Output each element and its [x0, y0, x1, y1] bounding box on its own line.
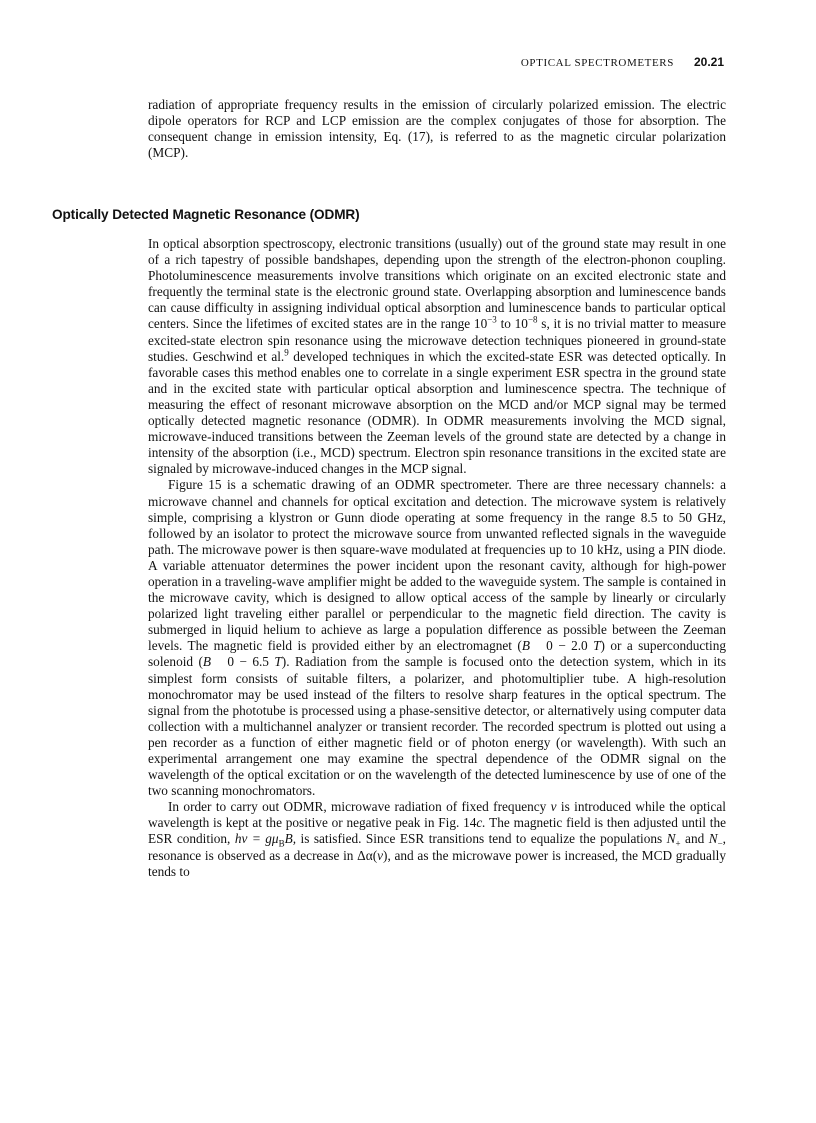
- section-heading: Optically Detected Magnetic Resonance (ODMR): [52, 207, 360, 222]
- paragraph-3: In order to carry out ODMR, microwave radiation of fixed frequency ν is introduced while the optical wavelength is kept at the positive or negative peak in Fig. 14c. The magnetic field is then adjusted until the ESR condition, $h\nu = g\mu_BB$, is satisfied. Since ESR transitions tend to equalize the populations $N_+$ and $N_-$, resonance is observed as a decrease in Δα(ν), and as the microwave power is increased, the MCD gradually tends to: [148, 799, 727, 879]
- esr-condition: hν = gμ: [234, 831, 279, 847]
- exponent: −3: [487, 315, 497, 326]
- section-body: [148, 236, 726, 880]
- running-title: OPTICAL SPECTROMETERS: [520, 57, 674, 69]
- paragraph-1: In optical absorption spectroscopy, electronic transitions (usually) out of the ground state may result in one of a rich tapestry of possible bandshapes, depending upon the strength of the electron-phonon coupling. Photoluminescence measurements involve transitions which originate on an excited electronic state and frequently the terminal state is the electronic ground state. Overlapping absorption and luminescence bands can cause difficulty in assigning individual optical absorption and luminescence bands to particular optical centers. Since the lifetimes of excited states are in the range $10^{-3}$ to $10^{-8}$ s, it is no trivial matter to measure excited-state electron spin resonance using the microwave detection techniques pioneered in ground-state studies. Geschwind et al.$^9$ developed techniques in which the excited-state ESR was detected optically. In favorable cases this method enables one to correlate in a single experiment ESR spectra in the ground state and in the excited state with particular optical absorption and luminescence spectra. The technique of measuring the effect of resonant microwave absorption on the MCD and/or MCP signal may be termed optically detected magnetic resonance (ODMR). In ODMR measurements involving the MCD signal, microwave-induced transitions between the Zeeman levels of the ground state are detected by a change in intensity of the absorption (i.e., MCD) spectrum. Electron spin resonance transitions in the excited state are signaled by microwave-induced changes in the MCP signal.: [148, 236, 726, 477]
- intro-text: radiation of appropriate frequency results in the emission of circularly polarized emission. The electric dipole operators for RCP and LCP emission are the complex conjugates of those for absorption. The consequent change in emission intensity, Eq. (17), is referred to as the magnetic circular polarization (MCP).: [148, 97, 726, 161]
- exponent: −8: [527, 315, 538, 326]
- paragraph-2: Figure 15 is a schematic drawing of an ODMR spectrometer. There are three necessary channels: a microwave channel and channels for optical excitation and detection. The microwave system is relatively simple, comprising a klystron or Gunn diode operating at some frequency in the range 8.5 to 50 GHz, followed by an isolator to protect the microwave source from unwanted reflected signals in the waveguide path. The microwave power is then square-wave modulated at frequencies up to 10 kHz, using a PIN diode. A variable attenuator determines the power incident upon the resonant cavity, although for high-power operation in a traveling-wave amplifier might be added to the waveguide system. The sample is contained in the microwave cavity, which is designed to allow optical access of the sample by linearly or circularly polarized light traveling either parallel or perpendicular to the magnetic field direction. The cavity is submerged in liquid helium to achieve as large a population difference as possible between the Zeeman levels. The magnetic field is provided either by an electromagnet (B 0 − 2.0 T) or a superconducting solenoid (B 0 − 6.5 T). Radiation from the sample is focused onto the detection system, which in its simplest form consists of suitable filters, a polarizer, and photomultiplier tube. A high-resolution monochromator may be used instead of the filters to resolve sharp features in the optical spectrum. The signal from the phototube is processed using a phase-sensitive detector, or alternatively using computer data collection with a multichannel analyzer or transient recorder. The recorded spectrum is plotted out using a pen recorder as a function of either magnetic field or of photon energy (or wavelength). With such an experimental arrangement one may examine the spectral dependence of the ODMR signal on the wavelength of the optical excitation or on the wavelength of the detected luminescence by use of one of the two scanning monochromators.: [148, 477, 727, 799]
- running-head: [521, 55, 724, 69]
- page-number: 20.21: [693, 55, 724, 69]
- intro-paragraph: [148, 97, 726, 161]
- reference-marker: 9: [284, 347, 289, 358]
